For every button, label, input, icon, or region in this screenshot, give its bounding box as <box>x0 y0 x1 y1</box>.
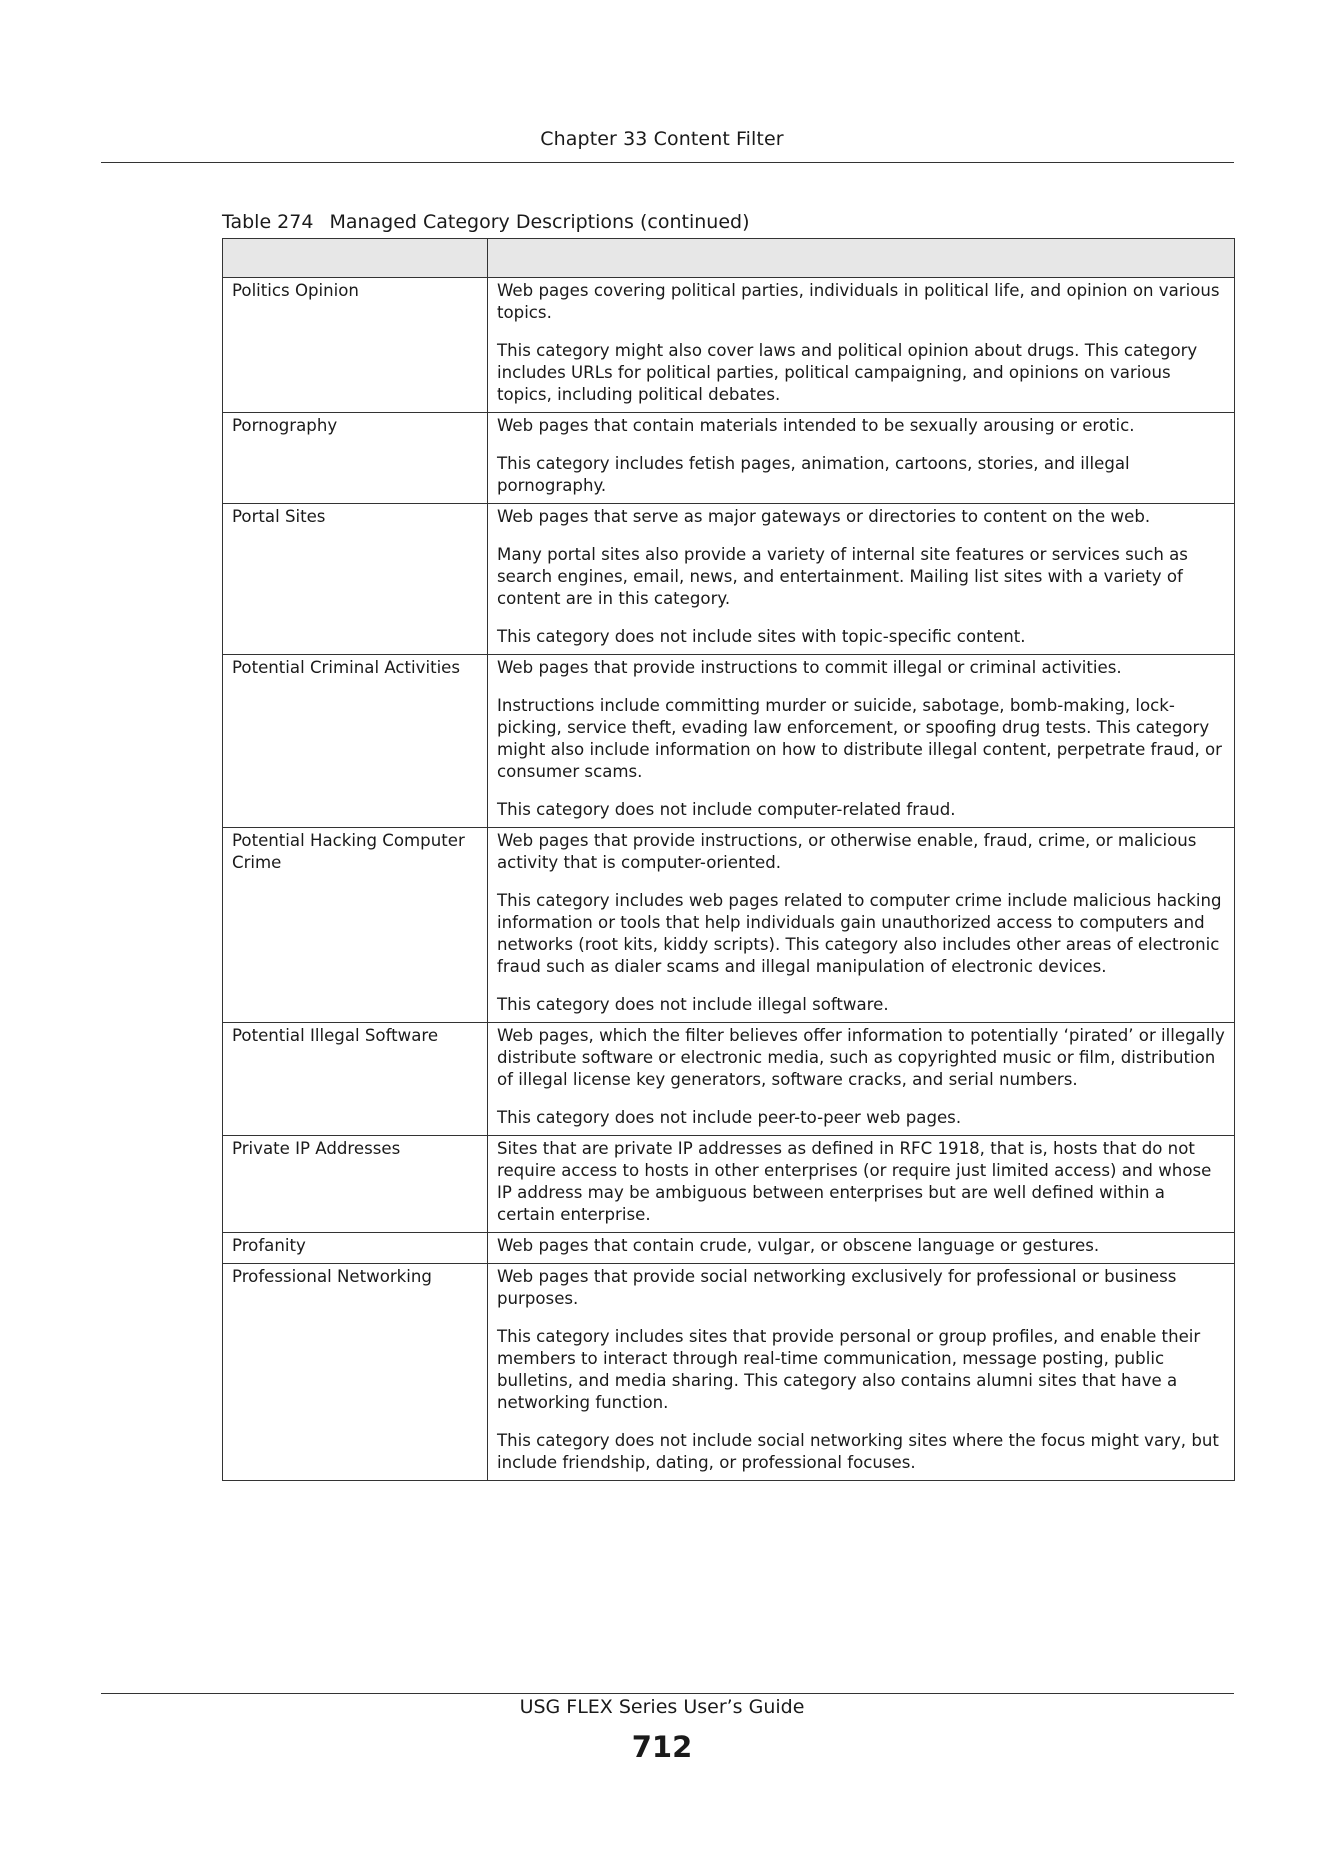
category-name: Potential Illegal Software <box>223 1023 488 1136</box>
description-paragraph: Web pages covering political parties, individuals in political life, and opinion on various topics. <box>497 281 1220 322</box>
table-title: Managed Category Descriptions (continued) <box>329 211 750 233</box>
chapter-header: Chapter 33 Content Filter <box>540 128 784 150</box>
description-paragraph: This category does not include social networking sites where the focus might vary, but include friendship, dating, or professional focuses. <box>497 1431 1219 1472</box>
description-paragraph: Web pages, which the filter believes offer information to potentially ‘pirated’ or illegally distribute software or electronic media, such as copyrighted music or film, distribution of illegal license key generators, software cracks, and serial numbers. <box>497 1026 1225 1089</box>
description-paragraph: Instructions include committing murder or suicide, sabotage, bomb-making, lock-picking, service theft, evading law enforcement, or spoofing drug tests. This category might also include information on how to distribute illegal content, perpetrate fraud, or consumer scams. <box>497 696 1222 781</box>
category-name: Portal Sites <box>223 504 488 655</box>
category-description <box>488 1264 1235 1481</box>
category-description <box>488 655 1235 828</box>
table-row <box>223 1264 1235 1481</box>
category-name: Potential Criminal Activities <box>223 655 488 828</box>
table-row <box>223 1233 1235 1264</box>
table-row <box>223 278 1235 413</box>
description-paragraph: Web pages that contain materials intended to be sexually arousing or erotic. <box>497 416 1135 435</box>
table-row <box>223 413 1235 504</box>
description-paragraph: This category includes web pages related to computer crime include malicious hacking information or tools that help individuals gain unauthorized access to computers and networks (root kits, kiddy scripts). This category also includes other areas of electronic fraud such as dialer scams and illegal manipulation of electronic devices. <box>497 891 1222 976</box>
table-caption <box>222 211 750 233</box>
category-description-table <box>222 238 1235 1481</box>
category-name: Profanity <box>223 1233 488 1264</box>
category-description <box>488 1233 1235 1264</box>
table-row <box>223 504 1235 655</box>
description-paragraph: Many portal sites also provide a variety of internal site features or services such as search engines, email, news, and entertainment. Mailing list sites with a variety of content are in this category. <box>497 545 1188 608</box>
description-paragraph: Web pages that provide social networking exclusively for professional or business purposes. <box>497 1267 1177 1308</box>
category-name: Private IP Addresses <box>223 1136 488 1233</box>
category-description <box>488 1023 1235 1136</box>
description-paragraph: This category does not include computer-related fraud. <box>497 800 956 819</box>
table-row <box>223 655 1235 828</box>
category-name: Professional Networking <box>223 1264 488 1481</box>
category-name: Politics Opinion <box>223 278 488 413</box>
description-paragraph: This category does not include sites with topic-specific content. <box>497 627 1026 646</box>
description-paragraph: Web pages that provide instructions to commit illegal or criminal activities. <box>497 658 1122 677</box>
description-paragraph: This category includes fetish pages, animation, cartoons, stories, and illegal pornography. <box>497 454 1130 495</box>
category-description <box>488 278 1235 413</box>
description-paragraph: This category does not include peer-to-peer web pages. <box>497 1108 962 1127</box>
table-row <box>223 1023 1235 1136</box>
column-header-category <box>223 239 488 278</box>
category-description <box>488 828 1235 1023</box>
description-paragraph: Web pages that contain crude, vulgar, or obscene language or gestures. <box>497 1236 1100 1255</box>
category-description <box>488 1136 1235 1233</box>
category-description <box>488 504 1235 655</box>
category-description <box>488 413 1235 504</box>
description-paragraph: Web pages that provide instructions, or otherwise enable, fraud, crime, or malicious activity that is computer-oriented. <box>497 831 1197 872</box>
table-row <box>223 828 1235 1023</box>
header-divider <box>101 162 1234 163</box>
description-paragraph: This category includes sites that provide personal or group profiles, and enable their members to interact through real-time communication, message posting, public bulletins, and media sharing. This category also contains alumni sites that have a networking function. <box>497 1327 1201 1412</box>
category-name: Pornography <box>223 413 488 504</box>
footer-divider <box>101 1693 1234 1694</box>
description-paragraph: Web pages that serve as major gateways or directories to content on the web. <box>497 507 1151 526</box>
table-row <box>223 1136 1235 1233</box>
category-name: Potential Hacking Computer Crime <box>223 828 488 1023</box>
table-label: Table 274 <box>222 211 314 233</box>
description-paragraph: This category does not include illegal software. <box>497 995 889 1014</box>
page-number: 712 <box>631 1730 693 1764</box>
guide-title: USG FLEX Series User’s Guide <box>519 1696 805 1718</box>
column-header-description <box>488 239 1235 278</box>
description-paragraph: Sites that are private IP addresses as defined in RFC 1918, that is, hosts that do not require access to hosts in other enterprises (or require just limited access) and whose IP address may be ambiguous between enterprises but are well defined within a certain enterprise. <box>497 1139 1212 1224</box>
description-paragraph: This category might also cover laws and political opinion about drugs. This category includes URLs for political parties, political campaigning, and opinions on various topics, including political debates. <box>497 341 1198 404</box>
table-header-row <box>223 239 1235 278</box>
